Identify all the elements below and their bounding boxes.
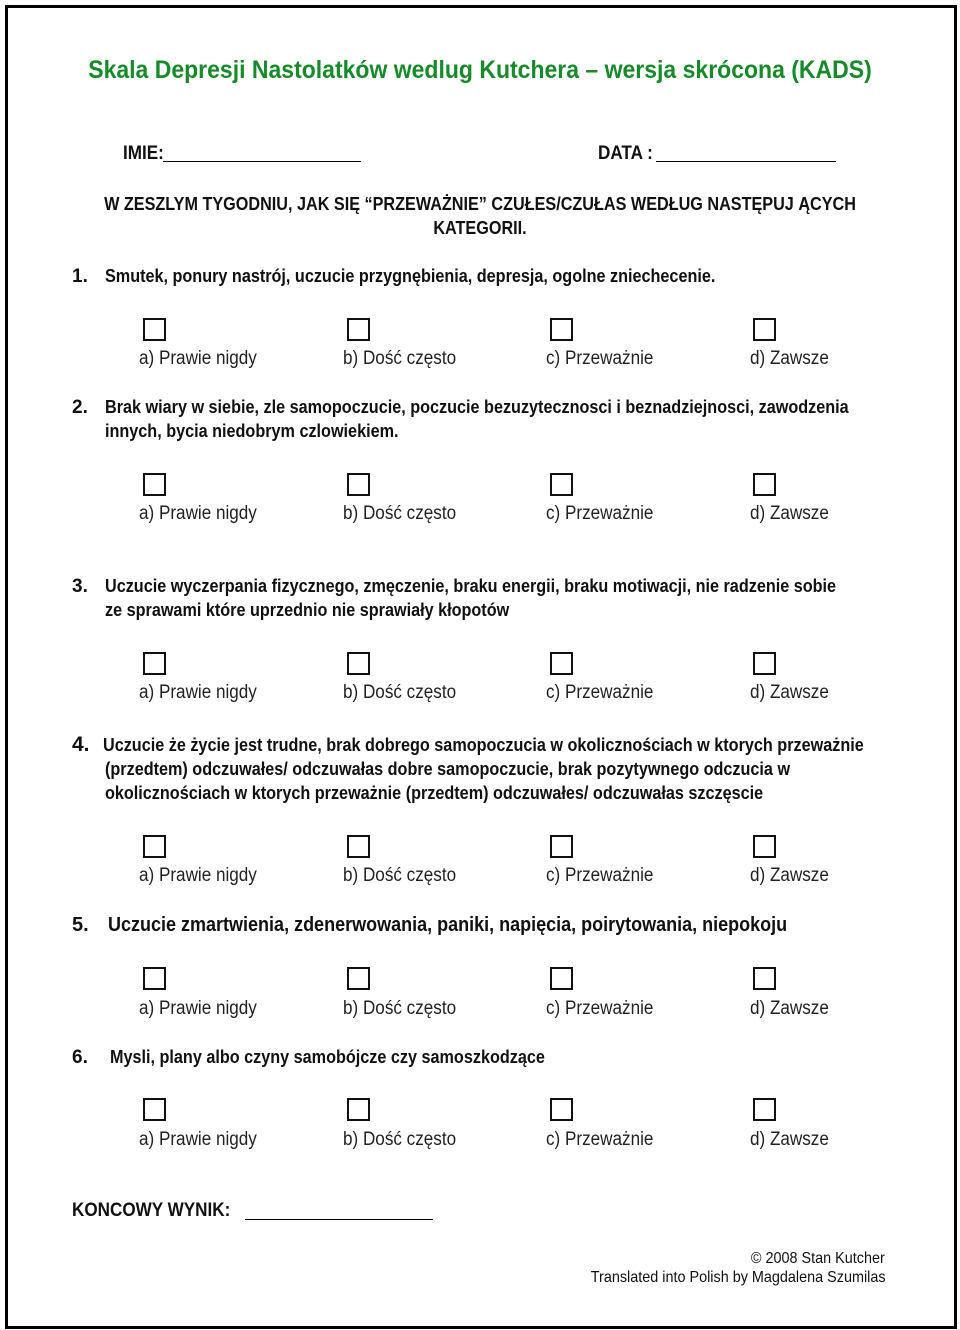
q1-option-c-label: c) Przeważnie (546, 348, 654, 369)
q6-option-b-label: b) Dość często (343, 1129, 457, 1150)
final-score-label: KONCOWY WYNIK: (72, 1200, 231, 1221)
q5-option-a-checkbox[interactable] (143, 967, 166, 990)
q2-option-b-label: b) Dość często (343, 503, 457, 524)
q5-option-c-label: c) Przeważnie (546, 998, 654, 1019)
question-5-text: Uczucie zmartwienia, zdenerwowania, paniki, napięcia, poirytowania, niepokoju (108, 914, 788, 936)
name-field[interactable] (163, 161, 361, 162)
q4-option-a-checkbox[interactable] (143, 835, 166, 858)
question-1-number: 1. (72, 266, 88, 287)
q4-option-d-label: d) Zawsze (750, 865, 829, 886)
q5-option-a-label: a) Prawie nigdy (139, 998, 257, 1019)
question-4-text-line-1: Uczucie że życie jest trudne, brak dobrego samopoczucia w okolicznościach w ktorych przeważnie (103, 735, 864, 755)
q1-option-d-checkbox[interactable] (753, 318, 776, 341)
question-6-number: 6. (72, 1047, 88, 1068)
question-4-number: 4. (72, 733, 90, 756)
q2-option-b-checkbox[interactable] (347, 473, 370, 496)
q6-option-d-checkbox[interactable] (753, 1098, 776, 1121)
q4-option-d-checkbox[interactable] (753, 835, 776, 858)
q2-option-d-checkbox[interactable] (753, 473, 776, 496)
q1-option-a-checkbox[interactable] (143, 318, 166, 341)
q5-option-d-checkbox[interactable] (753, 967, 776, 990)
q1-option-a-label: a) Prawie nigdy (139, 348, 257, 369)
q1-option-b-label: b) Dość często (343, 348, 457, 369)
question-3-text-line-1: Uczucie wyczerpania fizycznego, zmęczenie, braku energii, braku motiwacji, nie radzenie sobie (105, 576, 837, 596)
name-label: IMIE: (123, 143, 164, 164)
q4-option-b-label: b) Dość często (343, 865, 457, 886)
form-title: Skala Depresji Nastolatków wedlug Kutchera – wersja skrócona (KADS) (88, 56, 872, 84)
date-label: DATA : (598, 143, 653, 164)
q6-option-c-label: c) Przeważnie (546, 1129, 654, 1150)
q5-option-c-checkbox[interactable] (550, 967, 573, 990)
q2-option-c-checkbox[interactable] (550, 473, 573, 496)
q6-option-b-checkbox[interactable] (347, 1098, 370, 1121)
instruction-line-2: KATEGORII. (433, 218, 527, 238)
q4-option-c-label: c) Przeważnie (546, 865, 654, 886)
copyright-text: © 2008 Stan Kutcher (751, 1250, 885, 1267)
q3-option-a-label: a) Prawie nigdy (139, 682, 257, 703)
q1-option-d-label: d) Zawsze (750, 348, 829, 369)
q2-option-a-label: a) Prawie nigdy (139, 503, 257, 524)
q1-option-c-checkbox[interactable] (550, 318, 573, 341)
q5-option-b-label: b) Dość często (343, 998, 457, 1019)
q3-option-c-checkbox[interactable] (550, 652, 573, 675)
question-6-text: Mysli, plany albo czyny samobójcze czy samoszkodzące (110, 1047, 545, 1067)
question-4-text-line-3: okolicznościach w ktorych przeważnie (przedtem) odczuwałes/ odczuwałas szczęscie (105, 783, 764, 803)
q5-option-b-checkbox[interactable] (347, 967, 370, 990)
q3-option-b-label: b) Dość często (343, 682, 457, 703)
date-field[interactable] (656, 161, 836, 162)
question-2-text-line-2: innych, bycia niedobrym czlowiekiem. (105, 421, 399, 441)
q5-option-d-label: d) Zawsze (750, 998, 829, 1019)
question-3-number: 3. (72, 576, 88, 597)
q6-option-c-checkbox[interactable] (550, 1098, 573, 1121)
q6-option-d-label: d) Zawsze (750, 1129, 829, 1150)
q2-option-a-checkbox[interactable] (143, 473, 166, 496)
question-1-text: Smutek, ponury nastrój, uczucie przygnębienia, depresja, ogolne zniechecenie. (105, 266, 716, 286)
question-5-number: 5. (72, 914, 89, 936)
q6-option-a-label: a) Prawie nigdy (139, 1129, 257, 1150)
q3-option-c-label: c) Przeważnie (546, 682, 654, 703)
q6-option-a-checkbox[interactable] (143, 1098, 166, 1121)
question-2-number: 2. (72, 397, 88, 418)
q3-option-b-checkbox[interactable] (347, 652, 370, 675)
q4-option-b-checkbox[interactable] (347, 835, 370, 858)
q4-option-a-label: a) Prawie nigdy (139, 865, 257, 886)
q1-option-b-checkbox[interactable] (347, 318, 370, 341)
q2-option-d-label: d) Zawsze (750, 503, 829, 524)
question-2-text-line-1: Brak wiary w siebie, zle samopoczucie, poczucie bezuzytecznosci i beznadziejnosci, zawodzenia (105, 397, 849, 417)
question-3-text-line-2: ze sprawami które uprzednio nie sprawiały kłopotów (105, 600, 510, 620)
q4-option-c-checkbox[interactable] (550, 835, 573, 858)
q2-option-c-label: c) Przeważnie (546, 503, 654, 524)
final-score-field[interactable] (245, 1219, 433, 1220)
q3-option-a-checkbox[interactable] (143, 652, 166, 675)
question-4-text-line-2: (przedtem) odczuwałes/ odczuwałas dobre samopoczucie, brak pozytywnego odczucia w (105, 759, 791, 779)
q3-option-d-label: d) Zawsze (750, 682, 829, 703)
translation-credit: Translated into Polish by Magdalena Szumilas (591, 1269, 886, 1286)
q3-option-d-checkbox[interactable] (753, 652, 776, 675)
instruction-line-1: W ZESZLYM TYGODNIU, JAK SIĘ “PRZEWAŻNIE” CZUŁES/CZUŁAS WEDŁUG NASTĘPUJ ĄCYCH (104, 194, 856, 214)
